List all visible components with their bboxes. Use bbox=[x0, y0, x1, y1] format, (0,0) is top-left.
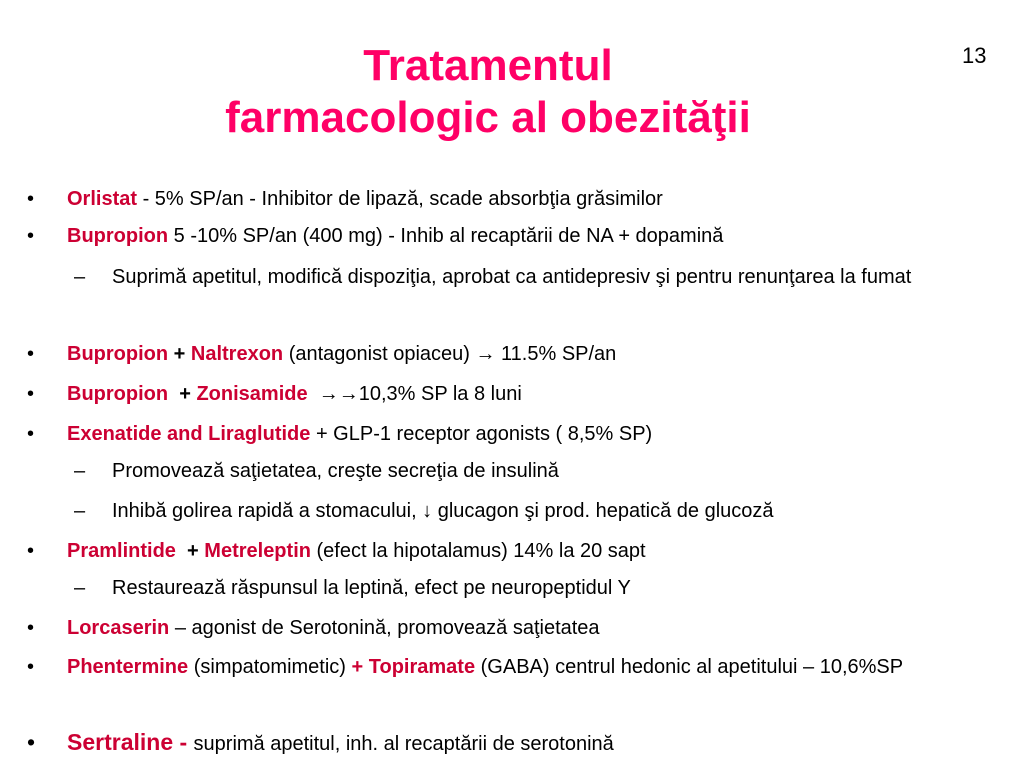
bullet-icon: • bbox=[27, 225, 35, 247]
sub-item bbox=[0, 570, 1024, 610]
sub-item bbox=[0, 493, 1024, 533]
title-line-1: Tratamentul bbox=[363, 41, 613, 90]
bullet-icon: • bbox=[27, 656, 35, 678]
title-line-2: farmacologic al obezităţii bbox=[225, 93, 751, 142]
bullet-icon: • bbox=[27, 188, 35, 210]
list-item bbox=[0, 533, 1024, 570]
drug-name: Orlistat bbox=[67, 188, 138, 210]
bullet-icon: • bbox=[27, 540, 35, 562]
item-text: suprimă apetitul, inh. al recaptării de serotonină bbox=[193, 733, 614, 755]
plus-operator: + bbox=[168, 383, 197, 405]
sub-item bbox=[0, 453, 1024, 493]
bullet-list bbox=[0, 181, 1024, 761]
item-text: 5 -10% SP/an (400 mg) - Inhib al recaptării de NA + dopamină bbox=[168, 225, 724, 247]
item-text: – agonist de Serotonină, promovează saţietatea bbox=[169, 617, 600, 639]
drug-name-2: Naltrexon bbox=[190, 343, 284, 365]
bullet-icon: • bbox=[27, 343, 35, 365]
sub-item-text: Restaurează răspunsul la leptină, efect pe neuropeptidul Y bbox=[112, 577, 631, 599]
list-item bbox=[0, 416, 1024, 453]
list-item bbox=[0, 724, 1024, 761]
bullet-icon: • bbox=[27, 423, 35, 445]
plus-operator: + bbox=[351, 656, 369, 678]
list-item bbox=[0, 218, 1024, 255]
item-text: (efect la hipotalamus) 14% la 20 sapt bbox=[310, 540, 646, 562]
list-item bbox=[0, 181, 1024, 218]
bullet-icon: • bbox=[27, 617, 35, 639]
drug-name-2: Topiramate bbox=[368, 656, 476, 678]
list-item bbox=[0, 610, 1024, 647]
drug-name: Bupropion bbox=[67, 225, 169, 247]
item-text: - 5% SP/an - Inhibitor de lipază, scade absorbţia grăsimilor bbox=[137, 188, 663, 210]
sub-item-text: Suprimă apetitul, modifică dispoziţia, aprobat ca antidepresiv şi pentru renunţarea la fumat bbox=[112, 266, 912, 288]
drug-name: Bupropion bbox=[67, 383, 169, 405]
list-item bbox=[0, 650, 1012, 722]
drug-name: Sertraline - bbox=[67, 729, 194, 755]
plus-operator: + bbox=[168, 343, 191, 365]
sub-item-text: Inhibă golirea rapidă a stomacului, ↓ glucagon şi prod. hepatică de glucoză bbox=[112, 500, 774, 522]
item-text: (simpatomimetic) bbox=[188, 656, 352, 678]
item-text: →→10,3% SP la 8 luni bbox=[307, 383, 522, 405]
drug-name: Lorcaserin bbox=[67, 617, 170, 639]
sub-item bbox=[0, 260, 982, 330]
slide-title bbox=[0, 40, 976, 144]
drug-name: Bupropion bbox=[67, 343, 169, 365]
list-item bbox=[0, 376, 1024, 413]
drug-name-2: Metreleptin bbox=[204, 540, 311, 562]
drug-name: Phentermine bbox=[67, 656, 189, 678]
drug-name: Exenatide and Liraglutide bbox=[67, 423, 311, 445]
dash-icon: – bbox=[74, 500, 86, 522]
sub-item-text: Promovează saţietatea, creşte secreţia de insulină bbox=[112, 460, 559, 482]
list-item bbox=[0, 336, 1024, 373]
dash-icon: – bbox=[74, 266, 86, 288]
drug-name: Pramlintide bbox=[67, 540, 176, 562]
slide-number: 13 bbox=[962, 43, 987, 68]
item-text-2: (GABA) centrul hedonic al apetitului – 10,6%SP bbox=[475, 656, 904, 678]
item-text: + GLP-1 receptor agonists ( 8,5% SP) bbox=[310, 423, 653, 445]
bullet-icon: • bbox=[27, 383, 35, 405]
item-text: (antagonist opiaceu) → 11.5% SP/an bbox=[283, 343, 617, 365]
dash-icon: – bbox=[74, 460, 86, 482]
bullet-icon: • bbox=[27, 729, 36, 755]
plus-operator: + bbox=[175, 540, 205, 562]
drug-name-2: Zonisamide bbox=[196, 383, 308, 405]
dash-icon: – bbox=[74, 577, 86, 599]
